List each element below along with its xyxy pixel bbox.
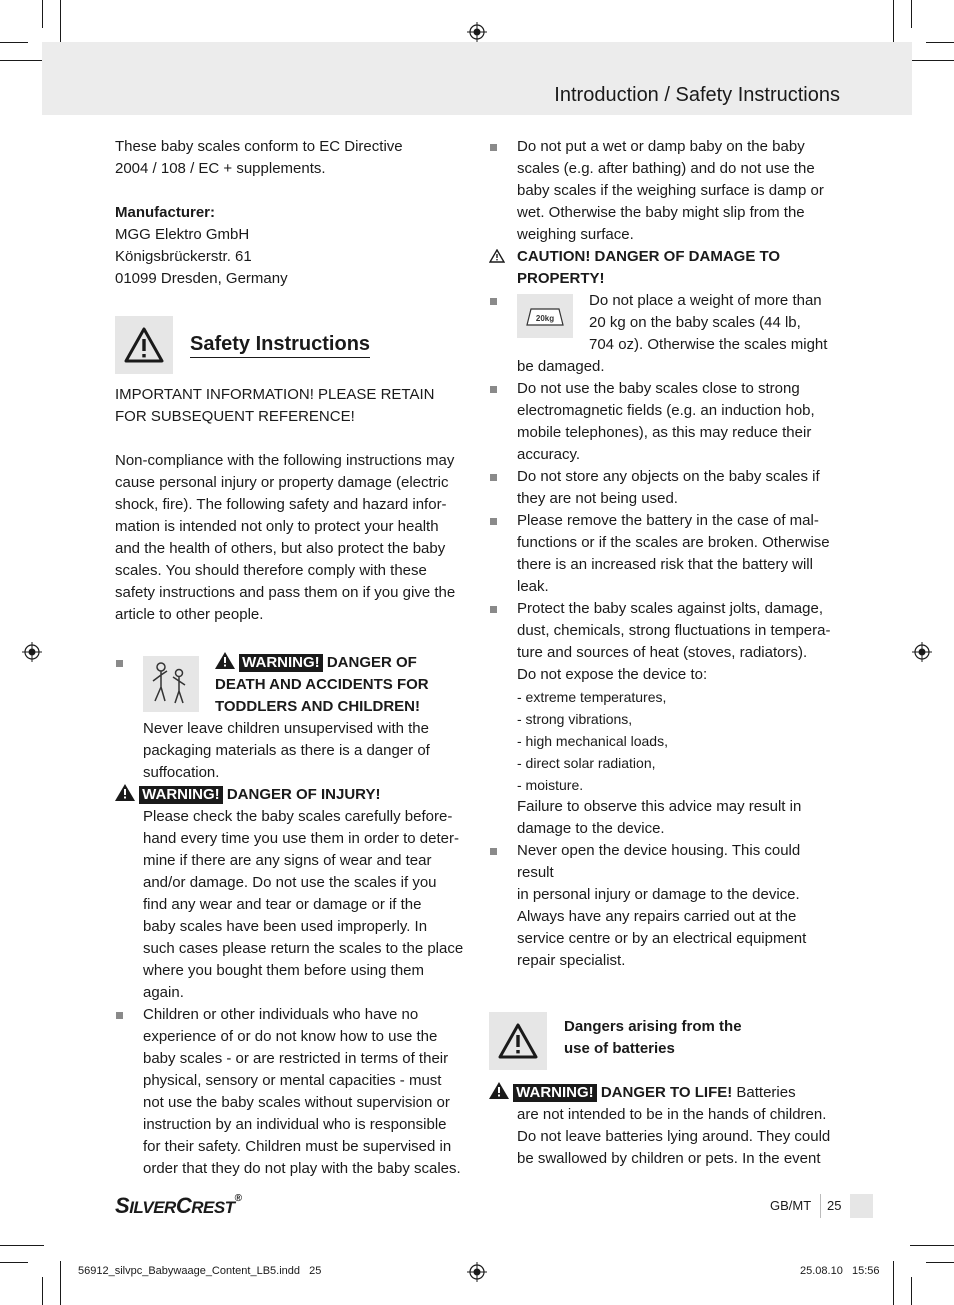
text-line: weighing surface. — [517, 226, 634, 243]
text-line: damage to the device. — [517, 820, 665, 837]
warning-triangle-icon — [115, 784, 135, 801]
crop-mark — [0, 1245, 44, 1246]
text-line: mation is intended not only to protect your health — [115, 518, 439, 535]
crop-mark — [0, 42, 28, 43]
child-hazard-icon — [143, 656, 199, 712]
text-line: shock, fire). The following safety and hazard infor- — [115, 496, 447, 513]
text-line: Do not use the baby scales close to strong — [517, 380, 800, 397]
text-line: Non-compliance with the following instructions may — [115, 452, 455, 469]
text-line: mine if there are any signs of wear and tear — [143, 852, 432, 869]
important-line: IMPORTANT INFORMATION! PLEASE RETAIN — [115, 386, 435, 403]
crop-mark — [42, 1277, 43, 1305]
caution-text: CAUTION! DANGER OF DAMAGE TO — [517, 248, 781, 265]
text-line: accuracy. — [517, 446, 581, 463]
bullet-icon — [490, 474, 497, 481]
page-number: 25 — [827, 1198, 842, 1213]
bullet-icon — [490, 606, 497, 613]
logo-letters: REST — [191, 1198, 235, 1217]
text-line: Please remove the battery in the case of mal- — [517, 512, 819, 529]
text-line: dust, chemicals, strong fluctuations in tempera- — [517, 622, 831, 639]
caution-triangle-icon — [489, 249, 505, 263]
warning-badge: WARNING! — [239, 654, 323, 672]
text-line: again. — [143, 984, 184, 1001]
hazard-heading: DANGER OF — [326, 654, 417, 671]
logo-letter: S — [115, 1193, 130, 1218]
text-line: - high mechanical loads, — [517, 733, 668, 749]
warning-badge: WARNING! — [139, 786, 223, 804]
crop-mark — [0, 1262, 28, 1263]
crop-mark — [42, 0, 43, 28]
battery-warning — [489, 1082, 841, 1170]
manufacturer-label: Manufacturer: — [115, 204, 216, 221]
crop-mark — [893, 1261, 894, 1305]
section-title: Safety Instructions — [190, 333, 370, 358]
text-line: for their safety. Children must be supervised in — [143, 1138, 452, 1155]
text-line: - extreme temperatures, — [517, 689, 667, 705]
bullet-icon — [490, 518, 497, 525]
text-line: Never leave children unsupervised with the — [143, 720, 429, 737]
crop-mark — [926, 42, 954, 43]
caution-heading — [489, 246, 841, 290]
text-line: Do not store any objects on the baby scales if — [517, 468, 820, 485]
crop-mark — [926, 1262, 954, 1263]
text-line: not use the baby scales without supervision or — [143, 1094, 450, 1111]
list-item — [489, 840, 841, 972]
text-line: wet. Otherwise the baby might slip from the — [517, 204, 805, 221]
text-line: order that they do not play with the baby scales. — [143, 1160, 461, 1177]
crop-mark — [60, 1261, 61, 1305]
text-line: functions or if the scales are broken. Otherwise — [517, 534, 830, 551]
logo-letter: C — [175, 1193, 192, 1218]
text-line: Always have any repairs carried out at the — [517, 908, 797, 925]
list-item — [489, 598, 841, 840]
weight-icon-label: 20kg — [535, 314, 555, 323]
text-line: baby scales if the weighing surface is damp or — [517, 182, 824, 199]
text-line: - strong vibrations, — [517, 711, 633, 727]
crop-mark — [910, 1245, 954, 1246]
text-line: there is an increased risk that the battery will — [517, 556, 813, 573]
registration-mark-icon — [467, 22, 487, 42]
text-line: article to other people. — [115, 606, 264, 623]
right-column — [489, 136, 841, 1170]
text-line: - direct solar radiation, — [517, 755, 656, 771]
text-line: where you bought them before using them — [143, 962, 425, 979]
text-line: are not intended to be in the hands of children. — [517, 1106, 827, 1123]
registration-mark-icon — [22, 642, 42, 662]
text-line: safety instructions and pass them on if you give the — [115, 584, 456, 601]
text-line: mobile telephones), as this may reduce their — [517, 424, 812, 441]
warning-triangle-icon — [489, 1082, 509, 1099]
text-line: in personal injury or damage to the device. — [517, 886, 800, 903]
text-line: and/or damage. Do not use the scales if you — [143, 874, 437, 891]
warning-triangle-icon — [489, 1012, 547, 1070]
text-line: Batteries — [736, 1084, 796, 1101]
text-line: Do not put a wet or damp baby on the baby — [517, 138, 805, 155]
text-line: experience of or do not know how to use the — [143, 1028, 438, 1045]
text-line: 20 kg on the baby scales (44 lb, — [589, 314, 801, 331]
text-line: Children or other individuals who have no — [143, 1006, 419, 1023]
text-line: Please check the baby scales carefully before- — [143, 808, 453, 825]
text-line: electromagnetic fields (e.g. an induction hob, — [517, 402, 815, 419]
list-item — [115, 1004, 467, 1180]
page-title: Introduction / Safety Instructions — [554, 84, 840, 106]
text-line: scales. You should therefore comply with these — [115, 562, 427, 579]
text-line: find any wear and tear or damage or if the — [143, 896, 422, 913]
manufacturer-line: Königsbrückerstr. 61 — [115, 248, 252, 265]
text-line: Failure to observe this advice may result in — [517, 798, 802, 815]
text-line: they are not being used. — [517, 490, 678, 507]
hazard-heading: DANGER OF INJURY! — [226, 786, 381, 803]
bullet-icon — [490, 298, 497, 305]
text-line: ture and sources of heat (stoves, radiators). — [517, 644, 808, 661]
footer-divider — [820, 1194, 821, 1218]
text-line: suffocation. — [143, 764, 220, 781]
hazard-heading: DANGER TO LIFE! — [600, 1084, 733, 1101]
text-line: 704 oz). Otherwise the scales might — [589, 336, 828, 353]
text-line: Never open the device housing. This could result — [517, 842, 801, 881]
important-line: FOR SUBSEQUENT REFERENCE! — [115, 408, 355, 425]
manufacturer-line: 01099 Dresden, Germany — [115, 270, 288, 287]
list-item — [489, 290, 841, 378]
crop-mark — [60, 0, 61, 44]
warning-triangle-icon — [115, 316, 173, 374]
manufacturer-line: MGG Elektro GmbH — [115, 226, 250, 243]
text-line: Do not place a weight of more than — [589, 292, 822, 309]
safety-section-header — [115, 316, 467, 374]
text-line: baby scales - or are restricted in terms of their — [143, 1050, 449, 1067]
text-line: scales (e.g. after bathing) and do not use the — [517, 160, 815, 177]
weight-icon — [517, 294, 573, 338]
page-tab — [850, 1194, 873, 1218]
text-line: - moisture. — [517, 777, 584, 793]
text-line: leak. — [517, 578, 549, 595]
text-line: hand every time you use them in order to deter- — [143, 830, 459, 847]
registration-mark-icon — [912, 642, 932, 662]
injury-warning — [115, 784, 467, 1004]
crop-mark — [0, 60, 44, 61]
warning-triangle-icon — [215, 652, 235, 669]
text-line: Protect the baby scales against jolts, damage, — [517, 600, 824, 617]
section-title-line: Dangers arising from the — [564, 1018, 742, 1035]
logo-letters: ILVER — [129, 1198, 176, 1217]
text-line: be damaged. — [517, 358, 605, 375]
crop-mark — [910, 60, 954, 61]
list-item — [115, 652, 467, 784]
bullet-icon — [490, 386, 497, 393]
batteries-section-header — [489, 1012, 841, 1070]
text-line: service centre or by an electrical equipment — [517, 930, 807, 947]
text-line: cause personal injury or property damage (electric — [115, 474, 449, 491]
brand-logo — [115, 1193, 241, 1219]
text-line: repair specialist. — [517, 952, 626, 969]
region-label: GB/MT — [770, 1198, 812, 1213]
list-item — [489, 136, 841, 246]
section-title — [564, 1016, 742, 1060]
text-line: be swallowed by children or pets. In the event — [517, 1150, 821, 1167]
crop-mark — [893, 0, 894, 44]
directive-line: 2004 / 108 / EC + supplements. — [115, 160, 326, 177]
crop-mark — [911, 0, 912, 28]
slug-filename: 56912_silvpc_Babywaage_Content_LB5.indd 25 — [78, 1265, 322, 1277]
registration-mark-icon — [467, 1262, 487, 1282]
noncompliance-paragraph — [115, 450, 467, 626]
crop-mark — [911, 1277, 912, 1305]
warning-badge: WARNING! — [513, 1084, 597, 1102]
text-line: such cases please return the scales to the place — [143, 940, 464, 957]
hazard-heading: TODDLERS AND CHILDREN! — [215, 698, 420, 715]
caution-text: PROPERTY! — [517, 270, 605, 287]
text-line: baby scales have been used improperly. In — [143, 918, 428, 935]
bullet-icon — [490, 144, 497, 151]
left-column — [115, 136, 467, 1180]
text-line: instruction by an individual who is responsible — [143, 1116, 447, 1133]
text-line: packaging materials as there is a danger of — [143, 742, 430, 759]
bullet-icon — [490, 848, 497, 855]
slug-date: 25.08.10 15:56 — [800, 1265, 880, 1277]
bullet-icon — [116, 1012, 123, 1019]
list-item — [489, 510, 841, 598]
text-line: physical, sensory or mental capacities - must — [143, 1072, 442, 1089]
text-line: and the health of others, but also protect the baby — [115, 540, 446, 557]
bullet-icon — [116, 660, 123, 667]
registered-mark: ® — [234, 1193, 242, 1204]
text-line: Do not leave batteries lying around. They could — [517, 1128, 831, 1145]
text-line: Do not expose the device to: — [517, 666, 708, 683]
list-item — [489, 466, 841, 510]
hazard-heading: DEATH AND ACCIDENTS FOR — [215, 676, 429, 693]
section-title-line: use of batteries — [564, 1040, 675, 1057]
directive-line: These baby scales conform to EC Directive — [115, 138, 403, 155]
list-item — [489, 378, 841, 466]
